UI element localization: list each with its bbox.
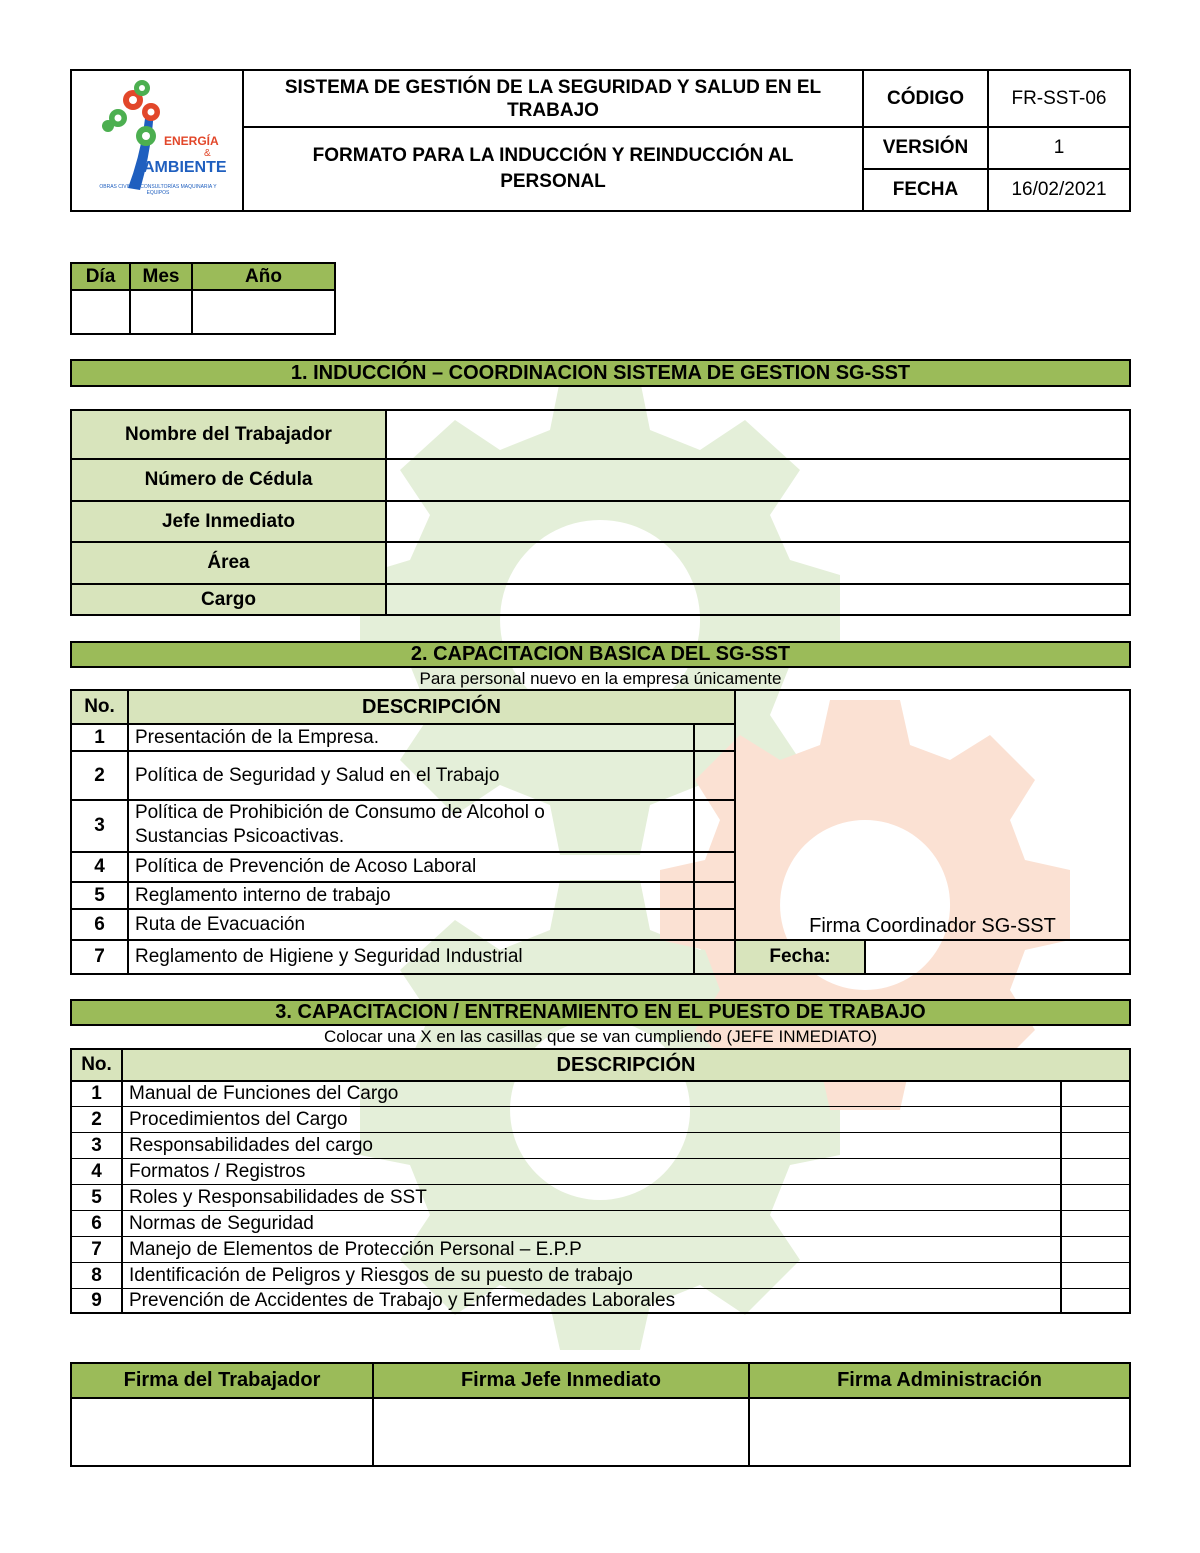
s3-check-7[interactable] xyxy=(1062,1237,1129,1262)
s3-row9-no: 9 xyxy=(91,1289,102,1311)
s2-row7-no: 7 xyxy=(94,946,105,967)
s2-row4-desc: Política de Prevención de Acoso Laboral xyxy=(135,856,477,877)
s2-row3-no: 3 xyxy=(94,815,105,836)
mes-input[interactable] xyxy=(131,291,191,333)
logo-brand-top: ENERGÍA xyxy=(164,134,219,148)
s2-check-7[interactable] xyxy=(695,941,734,973)
system-title: SISTEMA DE GESTIÓN DE LA SEGURIDAD Y SALUD EN EL TRABAJO xyxy=(284,76,822,121)
field-label-area: Área xyxy=(207,552,250,573)
s2-row6-no: 6 xyxy=(94,913,105,935)
section3-col-no: No. xyxy=(81,1054,112,1075)
signature-admin-field[interactable] xyxy=(750,1399,1129,1465)
s2-check-3[interactable] xyxy=(695,801,734,851)
s2-row5-no: 5 xyxy=(94,884,105,906)
header-divider-logo xyxy=(242,69,244,212)
s3-row7-no: 7 xyxy=(91,1238,102,1260)
s3-row5-desc: Roles y Responsabilidades de SST xyxy=(129,1186,427,1208)
signature-boss-label: Firma Jefe Inmediato xyxy=(460,1369,662,1391)
s2-check-2[interactable] xyxy=(695,752,734,799)
section3-col-desc: DESCRIPCIÓN xyxy=(556,1053,696,1076)
section1-title: 1. INDUCCIÓN – COORDINACION SISTEMA DE GESTION SG-SST xyxy=(70,359,1131,387)
field-input-jefe[interactable] xyxy=(387,502,1129,541)
s3-row9-desc: Prevención de Accidentes de Trabajo y Enfermedades Laborales xyxy=(129,1289,676,1311)
s3-row1-desc: Manual de Funciones del Cargo xyxy=(129,1083,399,1104)
s2-row3-desc-line2: Sustancias Psicoactivas. xyxy=(135,826,345,847)
s3-check-6[interactable] xyxy=(1062,1211,1129,1236)
section2-fecha-label: Fecha: xyxy=(769,946,831,967)
s2-check-5[interactable] xyxy=(695,883,734,908)
s3-row6-no: 6 xyxy=(91,1212,102,1234)
field-input-area[interactable] xyxy=(387,543,1129,583)
format-title: FORMATO PARA LA INDUCCIÓN Y REINDUCCIÓN AL PERSONAL xyxy=(312,145,794,192)
dia-label: Día xyxy=(85,265,116,287)
coordinator-signature-area[interactable] xyxy=(736,691,1129,911)
section2-col-desc: DESCRIPCIÓN xyxy=(362,695,501,718)
s2-row7-desc: Reglamento de Higiene y Seguridad Industrial xyxy=(135,946,523,967)
field-input-cargo[interactable] xyxy=(387,585,1129,614)
logo-tagline: OBRAS CIVILES, CONSULTORÍAS MAQUINARIA Y EQUIPOS xyxy=(99,184,217,196)
signature-worker-field[interactable] xyxy=(72,1399,372,1465)
codigo-label: CÓDIGO xyxy=(886,87,965,109)
s3-row8-no: 8 xyxy=(91,1264,102,1286)
s2-check-6[interactable] xyxy=(695,910,734,939)
s2-row4-no: 4 xyxy=(94,856,105,877)
company-logo xyxy=(88,78,228,204)
field-label-jefe: Jefe Inmediato xyxy=(161,510,296,532)
s3-row2-no: 2 xyxy=(91,1108,102,1130)
section3-subtitle: Colocar una X en las casillas que se van cumpliendo (JEFE INMEDIATO) xyxy=(323,1027,878,1046)
s3-row4-desc: Formatos / Registros xyxy=(129,1160,306,1182)
s2-row1-desc: Presentación de la Empresa. xyxy=(135,726,379,748)
field-input-nombre[interactable] xyxy=(387,411,1129,458)
s2-row3-desc xyxy=(129,801,693,851)
s2-row5-desc: Reglamento interno de trabajo xyxy=(135,884,391,906)
fecha-value: 16/02/2021 xyxy=(1011,179,1107,200)
s3-row5-no: 5 xyxy=(91,1186,102,1208)
field-input-cedula[interactable] xyxy=(387,460,1129,500)
section2-subtitle: Para personal nuevo en la empresa únicamente xyxy=(419,669,782,688)
field-label-cedula: Número de Cédula xyxy=(144,469,313,490)
version-value: 1 xyxy=(1053,137,1065,158)
s2-row6-desc: Ruta de Evacuación xyxy=(135,913,306,935)
mes-label: Mes xyxy=(142,265,180,287)
logo-brand-main: AMBIENTE xyxy=(143,159,227,176)
signature-worker-label: Firma del Trabajador xyxy=(123,1369,321,1391)
s3-row6-desc: Normas de Seguridad xyxy=(129,1212,314,1234)
s3-row4-no: 4 xyxy=(91,1160,102,1182)
s3-check-8[interactable] xyxy=(1062,1263,1129,1288)
signature-boss-field[interactable] xyxy=(374,1399,748,1465)
coordinator-signature-label: Firma Coordinador SG-SST xyxy=(809,915,1056,937)
s3-row7-desc: Manejo de Elementos de Protección Personal – E.P.P xyxy=(129,1238,582,1260)
section2-col-no: No. xyxy=(84,696,115,717)
anio-input[interactable] xyxy=(193,291,334,333)
signature-admin-label: Firma Administración xyxy=(837,1369,1042,1391)
section2-title: 2. CAPACITACION BASICA DEL SG-SST xyxy=(70,641,1131,668)
s3-row3-no: 3 xyxy=(91,1134,102,1156)
s3-row8-desc: Identificación de Peligros y Riesgos de su puesto de trabajo xyxy=(129,1264,633,1286)
s2-check-1[interactable] xyxy=(695,725,734,750)
anio-label: Año xyxy=(245,265,282,287)
field-label-cargo: Cargo xyxy=(201,588,256,610)
s3-check-9[interactable] xyxy=(1062,1289,1129,1312)
field-label-nombre: Nombre del Trabajador xyxy=(125,423,332,445)
s3-row2-desc: Procedimientos del Cargo xyxy=(129,1108,348,1130)
s2-row2-desc: Política de Seguridad y Salud en el Trabajo xyxy=(135,764,500,786)
version-label: VERSIÓN xyxy=(882,137,969,158)
section2-fecha-input[interactable] xyxy=(866,941,1129,973)
s2-row3-desc-line1: Política de Prohibición de Consumo de Alcohol o xyxy=(135,802,545,823)
s3-check-3[interactable] xyxy=(1062,1133,1129,1158)
s3-check-4[interactable] xyxy=(1062,1159,1129,1184)
s2-row2-no: 2 xyxy=(94,764,105,786)
fecha-label: FECHA xyxy=(892,179,959,200)
codigo-value: FR-SST-06 xyxy=(1011,87,1107,109)
s3-check-2[interactable] xyxy=(1062,1107,1129,1132)
s2-row1-no: 1 xyxy=(94,726,105,748)
s3-row1-no: 1 xyxy=(91,1083,102,1104)
section3-title: 3. CAPACITACION / ENTRENAMIENTO EN EL PUESTO DE TRABAJO xyxy=(70,999,1131,1026)
logo-brand-amp: & xyxy=(204,148,211,159)
s3-check-5[interactable] xyxy=(1062,1185,1129,1210)
s3-check-1[interactable] xyxy=(1062,1082,1129,1106)
dia-input[interactable] xyxy=(72,291,129,333)
s3-row3-desc: Responsabilidades del cargo xyxy=(129,1134,373,1156)
s2-check-4[interactable] xyxy=(695,853,734,881)
